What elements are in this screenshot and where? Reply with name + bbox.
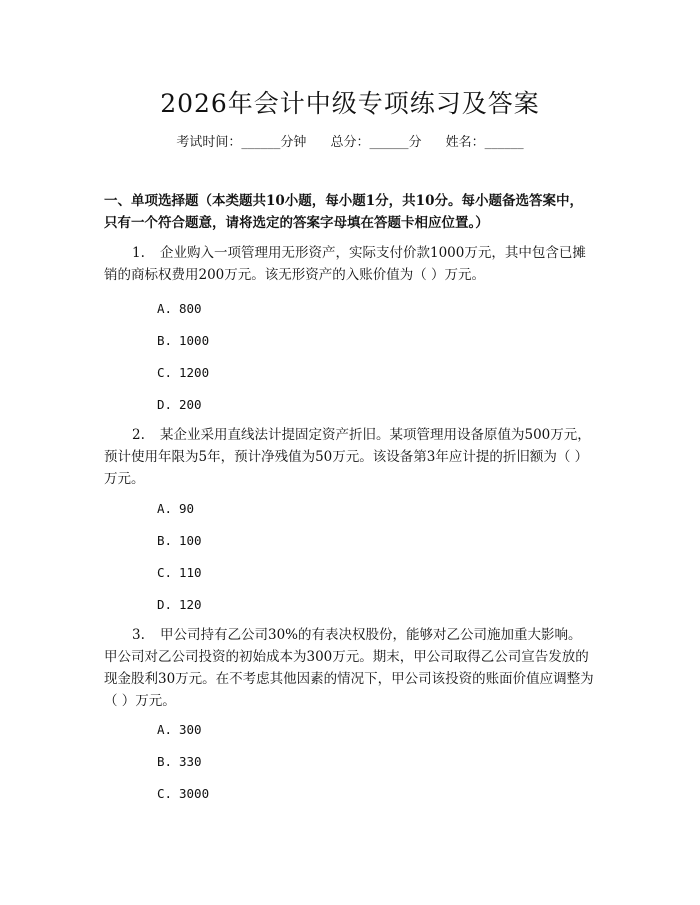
- question-number: 3.: [132, 627, 145, 643]
- option-letter: A.: [157, 301, 173, 316]
- question-1: [104, 242, 594, 286]
- option-1-c: [157, 364, 209, 382]
- option-value: 330: [179, 754, 202, 769]
- option-2-d: [157, 596, 202, 614]
- option-value: 1200: [179, 365, 210, 380]
- option-letter: C.: [157, 786, 173, 801]
- option-value: 800: [179, 301, 202, 316]
- option-letter: D.: [157, 597, 173, 612]
- question-text: 甲公司持有乙公司30%的有表决权股份，能够对乙公司施加重大影响。甲公司对乙公司投资的初始成本为300万元。期末，甲公司取得乙公司宣告发放的现金股利30万元。在不考虑其他因素的情况下，甲公司该投资的账面价值应调整为（ ）万元。: [104, 627, 594, 709]
- option-letter: B.: [157, 533, 173, 548]
- option-3-c: [157, 785, 209, 803]
- page-title: 2026年会计中级专项练习及答案: [160, 89, 540, 118]
- option-letter: B.: [157, 754, 173, 769]
- question-text: 某企业采用直线法计提固定资产折旧。某项管理用设备原值为500万元，预计使用年限为5年，预计净残值为50万元。该设备第3年应计提的折旧额为（ ）万元。: [104, 427, 591, 487]
- question-2: [104, 424, 594, 490]
- section-title: 一、单项选择题（本类题共10小题，每小题1分，共10分。每小题备选答案中，只有一个符合题意，请将选定的答案字母填在答题卡相应位置。）: [104, 193, 583, 231]
- question-number: 2.: [132, 427, 145, 443]
- option-1-d: [157, 396, 202, 414]
- exam-score-label: 总分：______分: [330, 135, 422, 150]
- option-value: 110: [179, 565, 202, 580]
- option-letter: C.: [157, 365, 173, 380]
- option-value: 90: [179, 501, 195, 516]
- option-letter: B.: [157, 333, 173, 348]
- option-value: 300: [179, 722, 202, 737]
- option-letter: A.: [157, 722, 173, 737]
- option-value: 3000: [179, 786, 210, 801]
- question-text: 企业购入一项管理用无形资产，实际支付价款1000万元，其中包含已摊销的商标权费用200万元。该无形资产的入账价值为（ ）万元。: [104, 245, 586, 283]
- option-letter: A.: [157, 501, 173, 516]
- option-value: 200: [179, 397, 202, 412]
- exam-info-line: [0, 131, 700, 150]
- option-2-b: [157, 532, 202, 550]
- exam-name-label: 姓名：______: [445, 135, 524, 150]
- question-3: [104, 624, 594, 712]
- question-number: 1.: [132, 245, 145, 261]
- option-2-a: [157, 500, 194, 518]
- option-value: 1000: [179, 333, 210, 348]
- option-value: 120: [179, 597, 202, 612]
- option-1-a: [157, 300, 202, 318]
- option-value: 100: [179, 533, 202, 548]
- option-3-b: [157, 753, 202, 771]
- option-2-c: [157, 564, 202, 582]
- option-3-a: [157, 721, 202, 739]
- option-letter: C.: [157, 565, 173, 580]
- exam-time-label: 考试时间：______分钟: [176, 135, 307, 150]
- option-letter: D.: [157, 397, 173, 412]
- option-1-b: [157, 332, 209, 350]
